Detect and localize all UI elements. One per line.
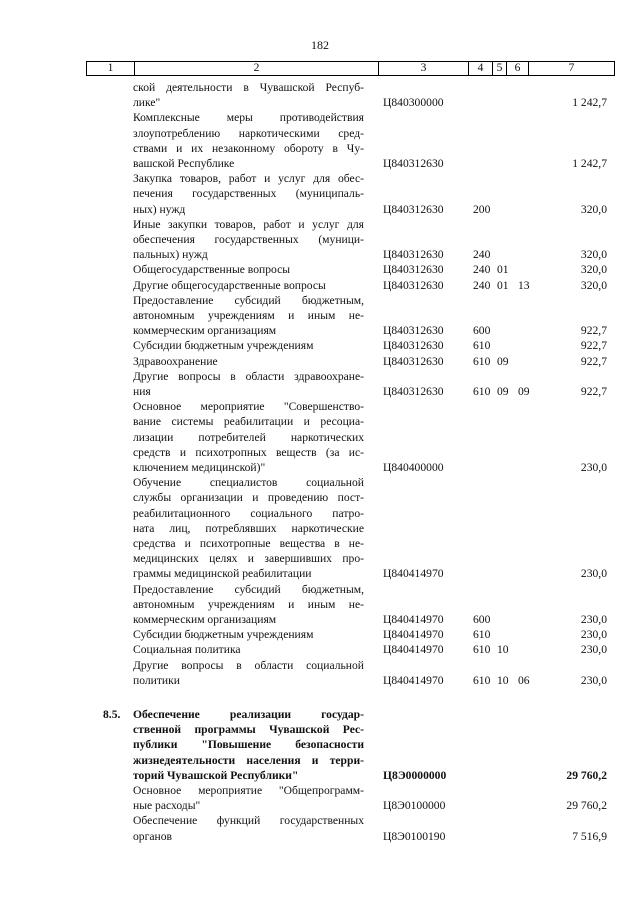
target-code: Ц8Э0000000 [383, 768, 447, 782]
target-code: Ц840312630 [383, 278, 444, 292]
amount: 230,0 [580, 567, 607, 581]
target-code: Ц840312630 [383, 354, 444, 368]
description-line: автономным учреждениям и иным не- [133, 308, 364, 322]
target-code: Ц840300000 [383, 96, 444, 110]
row-description [133, 80, 364, 110]
target-code: Ц840312630 [383, 202, 444, 216]
description-line: Комплексные меры противодействия [133, 111, 364, 125]
amount: 922,7 [580, 354, 607, 368]
amount: 230,0 [580, 628, 607, 642]
description-line: ствами и их незаконному обороту в Чу- [133, 141, 364, 155]
row-description [133, 354, 364, 369]
row-description [133, 262, 364, 277]
page-number: 182 [311, 38, 329, 52]
target-code: Ц8Э0100000 [383, 799, 446, 813]
description-line: Обеспечение функций государственных [133, 814, 364, 828]
amount: 320,0 [580, 263, 607, 277]
expense-type-code: 200 [473, 202, 491, 216]
amount: 230,0 [580, 643, 607, 657]
description-line: Здравоохранение [133, 354, 218, 368]
description-line: Обеспечение реализации государ- [133, 708, 364, 721]
target-code: Ц8Э0100190 [383, 829, 446, 843]
target-code: Ц840312630 [383, 339, 444, 353]
row-description [133, 338, 364, 353]
column-header-3: 3 [379, 62, 469, 76]
row-description [133, 293, 364, 339]
description-line: коммерческим организациям [133, 324, 277, 338]
column-header-5: 5 [493, 62, 507, 76]
description-line: печения государственных (муниципаль- [133, 187, 364, 201]
description-line: средств и психотропных веществ (за ис- [133, 445, 364, 459]
description-line: злоупотреблению наркотическими сред- [133, 126, 364, 140]
target-code: Ц840414970 [383, 673, 444, 687]
description-line: ные расходы" [133, 799, 201, 813]
subsection-code: 13 [518, 278, 530, 292]
row-description [133, 582, 364, 628]
description-line: лизации потребителей наркотических [133, 430, 364, 444]
description-line: Основное мероприятие "Совершенство- [133, 400, 364, 414]
column-header-row [87, 62, 615, 76]
description-line: автономным учреждениям и иным не- [133, 597, 364, 611]
row-description [133, 171, 364, 217]
target-code: Ц840312630 [383, 156, 444, 170]
amount: 922,7 [580, 339, 607, 353]
row-description [133, 642, 364, 657]
description-line: Основное мероприятие "Общепрограмм- [133, 784, 364, 797]
description-line: коммерческим организациям [133, 612, 277, 626]
description-line: вашской Республике [133, 156, 235, 170]
row-description [133, 658, 364, 688]
expense-type-code: 610 [473, 354, 491, 368]
description-line: ния [133, 384, 151, 398]
description-line: политики [133, 673, 180, 687]
row-description [133, 399, 364, 475]
amount: 230,0 [580, 673, 607, 687]
section-code: 01 [497, 278, 509, 292]
section-code: 10 [497, 673, 509, 687]
amount: 922,7 [580, 384, 607, 398]
row-description [133, 475, 364, 581]
expense-type-code: 610 [473, 643, 491, 657]
description-line: Закупка товаров, работ и услуг для обес- [133, 172, 364, 186]
target-code: Ц840312630 [383, 384, 444, 398]
row-description [133, 110, 364, 171]
description-line: органов [133, 829, 172, 843]
amount: 29 760,2 [566, 799, 607, 813]
column-header-4: 4 [469, 62, 493, 76]
expense-type-code: 610 [473, 673, 491, 687]
expense-type-code: 240 [473, 248, 491, 262]
description-line: ственной программы Чувашской Рес- [133, 723, 364, 737]
description-line: публики "Повышение безопасности [133, 738, 364, 752]
description-line: медицинских целях и завершивших про- [133, 552, 364, 566]
section-code: 10 [497, 643, 509, 657]
section-code: 09 [497, 384, 509, 398]
amount: 320,0 [580, 248, 607, 262]
target-code: Ц840414970 [383, 643, 444, 657]
row-description [133, 707, 364, 783]
row-description [133, 813, 364, 843]
expense-type-code: 610 [473, 339, 491, 353]
section-number: 8.5. [103, 708, 121, 721]
description-line: лике" [133, 96, 161, 110]
description-line: средства и психотропные вещества в не- [133, 536, 364, 550]
column-header-7: 7 [529, 62, 615, 76]
expense-type-code: 610 [473, 628, 491, 642]
amount: 230,0 [580, 612, 607, 626]
amount: 1 242,7 [572, 156, 607, 170]
description-line: обеспечения государственных (муници- [133, 232, 364, 246]
section-code: 01 [497, 263, 509, 277]
description-line: граммы медицинской реабилитации [133, 567, 312, 581]
description-line: Другие общегосударственные вопросы [133, 278, 326, 292]
description-line: Общегосударственные вопросы [133, 263, 291, 277]
row-description [133, 369, 364, 399]
target-code: Ц840312630 [383, 248, 444, 262]
description-line: реабилитационного социального патро- [133, 506, 364, 520]
description-line: жизнедеятельности населения и терри- [133, 753, 364, 767]
amount: 320,0 [580, 278, 607, 292]
row-description [133, 627, 364, 642]
row-description [133, 278, 364, 293]
description-line: ключением медицинской)" [133, 460, 266, 474]
description-line: ской деятельности в Чувашской Респуб- [133, 81, 364, 94]
subsection-code: 09 [518, 384, 530, 398]
section-code: 09 [497, 354, 509, 368]
target-code: Ц840312630 [383, 324, 444, 338]
target-code: Ц840312630 [383, 263, 444, 277]
expense-type-code: 600 [473, 612, 491, 626]
column-header-1: 1 [87, 62, 135, 76]
column-header-2: 2 [135, 62, 379, 76]
description-line: службы организации и проведению пост- [133, 491, 364, 505]
row-description [133, 783, 364, 813]
description-line: Иные закупки товаров, работ и услуг для [133, 217, 364, 231]
expense-type-code: 610 [473, 384, 491, 398]
description-line: вание системы реабилитации и ресоциа- [133, 415, 364, 429]
amount: 7 516,9 [572, 829, 607, 843]
description-line: пальных) нужд [133, 248, 208, 262]
target-code: Ц840414970 [383, 628, 444, 642]
column-header-6: 6 [507, 62, 529, 76]
expense-type-code: 240 [473, 263, 491, 277]
row-description [133, 217, 364, 263]
expense-type-code: 240 [473, 278, 491, 292]
description-line: Обучение специалистов социальной [133, 476, 364, 490]
description-line: Субсидии бюджетным учреждениям [133, 628, 314, 642]
amount: 230,0 [580, 460, 607, 474]
description-line: торий Чувашской Республики" [133, 768, 299, 782]
description-line: Предоставление субсидий бюджетным, [133, 582, 364, 596]
expense-type-code: 600 [473, 324, 491, 338]
target-code: Ц840414970 [383, 567, 444, 581]
description-line: ната лиц, потреблявших наркотические [133, 521, 364, 535]
amount: 922,7 [580, 324, 607, 338]
description-line: Социальная политика [133, 643, 241, 657]
amount: 29 760,2 [566, 768, 607, 782]
description-line: Другие вопросы в области социальной [133, 658, 364, 672]
description-line: Предоставление субсидий бюджетным, [133, 293, 364, 307]
amount: 1 242,7 [572, 96, 607, 110]
description-line: ных) нужд [133, 202, 186, 216]
target-code: Ц840400000 [383, 460, 444, 474]
target-code: Ц840414970 [383, 612, 444, 626]
subsection-code: 06 [518, 673, 530, 687]
description-line: Другие вопросы в области здравоохране- [133, 369, 364, 383]
description-line: Субсидии бюджетным учреждениям [133, 339, 314, 353]
amount: 320,0 [580, 202, 607, 216]
column-header-table [86, 61, 615, 76]
